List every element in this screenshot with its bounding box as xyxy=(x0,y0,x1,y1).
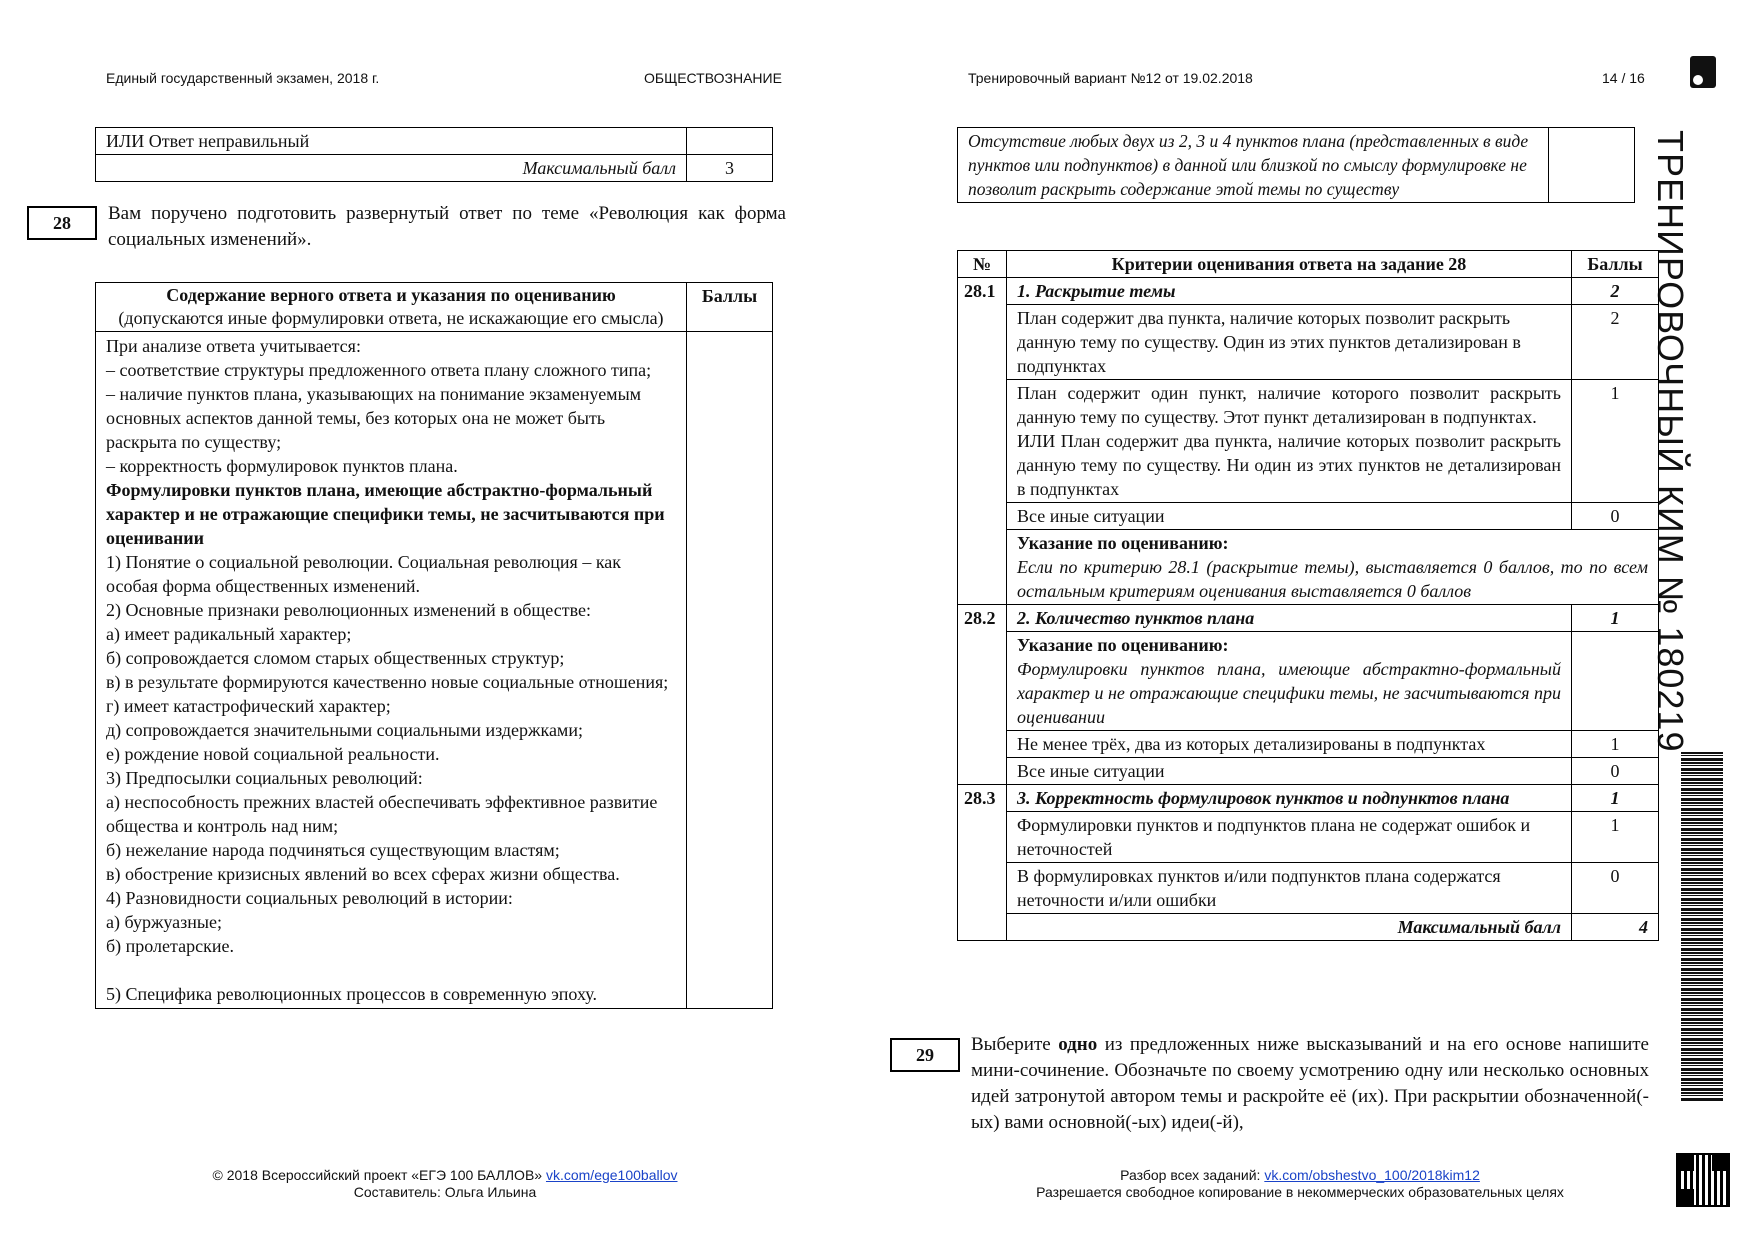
criterion-cell-empty xyxy=(958,632,1007,731)
footer-copy-note: Разрешается свободное копирование в некоммерческих образовательных целях xyxy=(1036,1184,1564,1200)
footer-left-link[interactable]: vk.com/ege100ballov xyxy=(545,1167,678,1183)
right-note-text: Отсутствие любых двух из 2, 3 и 4 пунктов плана (представленных в виде пунктов или подпунктов) в данной или близкой по смыслу формулировке не позволит раскрыть содержание этой темы по существу xyxy=(958,128,1549,203)
criterion-row-text: Все иные ситуации xyxy=(1007,503,1572,530)
plan-item: 2) Основные признаки революционных изменений в обществе: xyxy=(106,600,591,620)
task-28-number: 28 xyxy=(27,206,97,240)
plan-item: а) неспособность прежних властей обеспечивать эффективное развитие общества и контроль над ним; xyxy=(106,792,658,836)
criterion-row-text: Не менее трёх, два из которых детализированы в подпунктах xyxy=(1007,731,1572,758)
criterion-row-text: В формулировках пунктов и/или подпунктов плана содержатся неточности и/или ошибки xyxy=(1007,863,1572,914)
analysis-item: – соответствие структуры предложенного ответа плану сложного типа; xyxy=(106,360,652,380)
answer-points-empty xyxy=(687,332,773,1009)
criterion-28-1-id: 28.1 xyxy=(958,278,1007,305)
plan-item: 1) Понятие о социальной революции. Социальная революция – как особая форма общественных изменений. xyxy=(106,552,622,596)
criterion-row-points: 0 xyxy=(1572,503,1659,530)
criterion-cell-empty xyxy=(958,914,1007,941)
criterion-cell-empty xyxy=(958,758,1007,785)
header-exam: Единый государственный экзамен, 2018 г. xyxy=(106,70,380,86)
plan-item: г) имеет катастрофический характер; xyxy=(106,696,391,716)
plan-item: в) обострение кризисных явлений во всех сферах жизни общества. xyxy=(106,864,620,884)
criteria-max-value: 4 xyxy=(1572,914,1659,941)
criterion-28-1-max: 2 xyxy=(1572,278,1659,305)
plan-item: 4) Разновидности социальных революций в истории: xyxy=(106,888,513,908)
criterion-row-points: 2 xyxy=(1572,305,1659,380)
criteria-max-label: Максимальный балл xyxy=(1007,914,1572,941)
plan-item: б) пролетарские. xyxy=(106,936,234,956)
note-title: Указание по оцениванию: xyxy=(1017,635,1229,655)
footer-analysis-label: Разбор всех заданий: xyxy=(1120,1167,1261,1183)
criterion-28-3-max: 1 xyxy=(1572,785,1659,812)
task-29-text-start: Выберите xyxy=(971,1034,1059,1055)
task-29-text xyxy=(971,1032,1649,1136)
criteria-col-title: Критерии оценивания ответа на задание 28 xyxy=(1007,251,1572,278)
analysis-intro: При анализе ответа учитывается: xyxy=(106,336,361,356)
criterion-28-3-id: 28.3 xyxy=(958,785,1007,812)
analysis-item: – наличие пунктов плана, указывающих на понимание экзаменуемым основных аспектов данной темы, без которых она не может быть раскрыта по существу; xyxy=(106,384,642,452)
criteria-table xyxy=(957,250,1659,941)
task-29-text-rest: из предложенных ниже высказываний и на его основе напишите мини-сочинение. Обозначьте по своему усмотрению одну или несколько основных идей затронутой автором темы и раскройте её (их). При раскрытии обозначенной(-ых) вами основной(-ых) идеи(-й), xyxy=(971,1034,1649,1133)
criterion-28-1-title: 1. Раскрытие темы xyxy=(1007,278,1572,305)
criterion-28-2-max: 1 xyxy=(1572,605,1659,632)
answer-header-bold: Содержание верного ответа и указания по оцениванию xyxy=(166,285,616,305)
plan-item: а) буржуазные; xyxy=(106,912,222,932)
right-note-table xyxy=(957,127,1635,203)
criterion-cell-empty xyxy=(958,305,1007,380)
task-28-answer-table xyxy=(95,282,773,1009)
answer-table-header xyxy=(96,283,687,332)
project-logo xyxy=(1690,56,1716,88)
prev-row-points xyxy=(687,128,773,155)
plan-item: в) в результате формируются качественно новые социальные отношения; xyxy=(106,672,669,692)
criteria-col-points: Баллы xyxy=(1572,251,1659,278)
footer-right-link[interactable]: vk.com/obshestvo_100/2018kim12 xyxy=(1264,1167,1480,1183)
bold-note: Формулировки пунктов плана, имеющие абстрактно-формальный характер и не отражающие специфики темы, не засчитываются при оценивании xyxy=(106,480,665,548)
barcode xyxy=(1681,752,1723,1102)
criterion-row-text: План содержит два пункта, наличие которых позволит раскрыть данную тему по существу. Один из этих пунктов детализирован в подпунктах xyxy=(1007,305,1572,380)
plan-item: б) сопровождается сломом старых общественных структур; xyxy=(106,648,565,668)
page-number: 14 / 16 xyxy=(1602,70,1645,86)
plan-item: а) имеет радикальный характер; xyxy=(106,624,352,644)
criterion-row-text: Все иные ситуации xyxy=(1007,758,1572,785)
criterion-cell-empty xyxy=(958,503,1007,530)
plan-item: 5) Специфика революционных процессов в современную эпоху. xyxy=(106,984,598,1004)
task-28-text: Вам поручено подготовить развернутый ответ по теме «Революция как форма социальных изменений». xyxy=(108,203,786,250)
answer-header-points: Баллы xyxy=(687,283,773,332)
criterion-cell-empty xyxy=(958,530,1007,605)
criterion-28-2-title: 2. Количество пунктов плана xyxy=(1007,605,1572,632)
note-title: Указание по оцениванию: xyxy=(1017,533,1229,553)
criterion-28-3-title: 3. Корректность формулировок пунктов и подпунктов плана xyxy=(1007,785,1572,812)
task-29-number: 29 xyxy=(890,1038,960,1072)
criterion-row-text-part2: ИЛИ План содержит два пункта, наличие которых позволит раскрыть данную тему по существу. Ни один из этих пунктов не детализирован в подпунктах xyxy=(1017,431,1561,499)
criterion-row-points: 0 xyxy=(1572,758,1659,785)
criterion-row-points: 1 xyxy=(1572,731,1659,758)
plan-item: 3) Предпосылки социальных революций: xyxy=(106,768,423,788)
criterion-28-2-note xyxy=(1007,632,1572,731)
note-text: Формулировки пунктов плана, имеющие абстрактно-формальный характер и не отражающие специфики темы, не засчитываются при оценивании xyxy=(1017,659,1561,727)
criterion-row-points: 1 xyxy=(1572,380,1659,503)
task-29-text-bold: одно xyxy=(1058,1034,1098,1055)
criterion-cell-empty xyxy=(958,863,1007,914)
criterion-row-text: Формулировки пунктов и подпунктов плана не содержат ошибок и неточностей xyxy=(1007,812,1572,863)
criterion-28-1-note xyxy=(1007,530,1659,605)
criterion-row-points: 1 xyxy=(1572,812,1659,863)
note-text: Если по критерию 28.1 (раскрытие темы), выставляется 0 баллов, то по всем остальным критериям оценивания выставляется 0 баллов xyxy=(1017,557,1648,601)
criterion-row-text-part1: План содержит один пункт, наличие которого позволит раскрыть данную тему по существу. Этот пункт детализирован в подпунктах. xyxy=(1017,383,1561,427)
criteria-col-no: № xyxy=(958,251,1007,278)
footer-copyright: © 2018 Всероссийский проект «ЕГЭ 100 БАЛЛОВ» xyxy=(212,1167,543,1183)
right-note-empty xyxy=(1549,128,1635,203)
header-subject: ОБЩЕСТВОЗНАНИЕ xyxy=(644,70,782,86)
side-title: ТРЕНИРОВОЧНЫЙ КИМ № 180219 xyxy=(1650,130,1691,753)
criterion-row-text xyxy=(1007,380,1572,503)
footer-right xyxy=(990,1167,1610,1201)
prev-row-text: ИЛИ Ответ неправильный xyxy=(96,128,687,155)
criterion-cell-empty xyxy=(958,731,1007,758)
criterion-cell-empty xyxy=(958,812,1007,863)
prev-max-value: 3 xyxy=(687,155,773,182)
answer-content xyxy=(96,332,687,1009)
plan-item: е) рождение новой социальной реальности. xyxy=(106,744,440,764)
criterion-28-2-id: 28.2 xyxy=(958,605,1007,632)
plan-item: д) сопровождается значительными социальными издержками; xyxy=(106,720,583,740)
criterion-row-points: 0 xyxy=(1572,863,1659,914)
answer-header-normal: (допускаются иные формулировки ответа, не искажающие его смысла) xyxy=(118,308,664,328)
plan-item: б) нежелание народа подчиняться существующим властям; xyxy=(106,840,560,860)
footer-left xyxy=(140,1167,750,1201)
qr-code xyxy=(1678,1155,1728,1205)
criterion-cell-empty xyxy=(1572,632,1659,731)
prev-max-label: Максимальный балл xyxy=(96,155,687,182)
header-variant: Тренировочный вариант №12 от 19.02.2018 xyxy=(968,70,1253,86)
criterion-cell-empty xyxy=(958,380,1007,503)
footer-author: Составитель: Ольга Ильина xyxy=(353,1184,537,1200)
prev-task-table xyxy=(95,127,773,182)
analysis-item: – корректность формулировок пунктов плана. xyxy=(106,456,458,476)
